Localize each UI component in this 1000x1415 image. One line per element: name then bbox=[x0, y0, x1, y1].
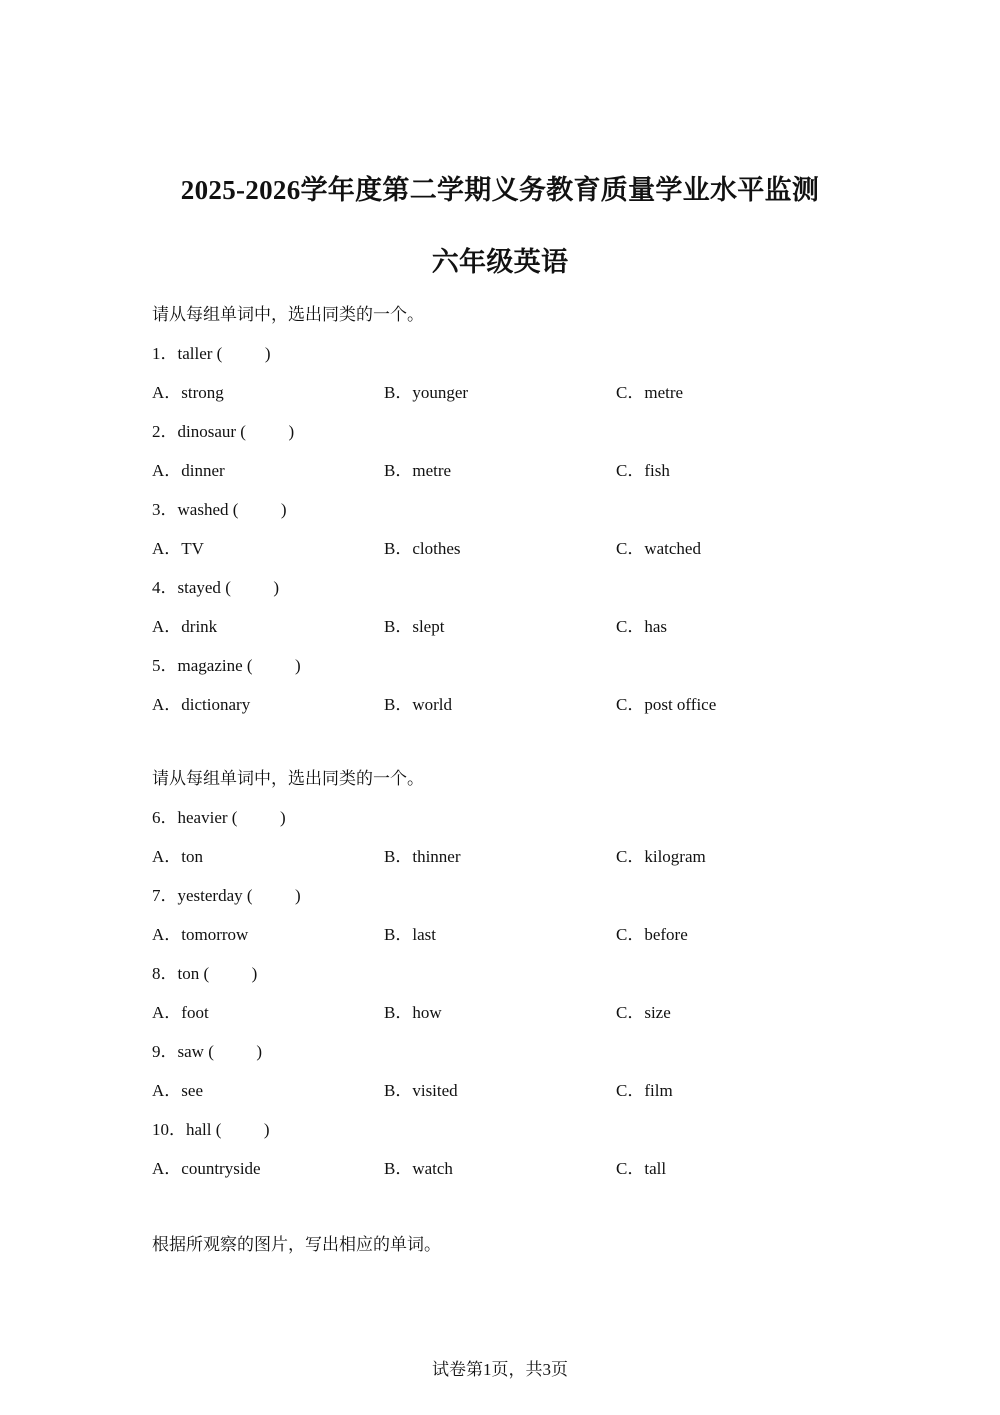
section-instruction: 根据所观察的图片，写出相应的单词。 bbox=[152, 1235, 441, 1254]
option-b[interactable] bbox=[384, 529, 461, 568]
question-number: 10 bbox=[152, 1120, 169, 1139]
option-text: thinner bbox=[412, 847, 461, 866]
option-letter: B． bbox=[384, 1003, 413, 1022]
option-letter: C． bbox=[616, 539, 645, 558]
option-letter: A． bbox=[152, 1081, 182, 1100]
option-b[interactable] bbox=[384, 685, 452, 724]
option-letter: C． bbox=[616, 695, 645, 714]
option-text: tomorrow bbox=[181, 925, 249, 944]
option-text: watched bbox=[644, 539, 701, 558]
option-text: has bbox=[644, 617, 668, 636]
question-row bbox=[152, 334, 852, 373]
question-number: 7 bbox=[152, 886, 161, 905]
option-text: dinner bbox=[181, 461, 225, 480]
option-text: strong bbox=[181, 383, 224, 402]
option-text: see bbox=[181, 1081, 203, 1100]
question-number-dot: ． bbox=[160, 578, 178, 597]
question-number: 2 bbox=[152, 422, 161, 441]
option-letter: A． bbox=[152, 925, 182, 944]
question-number: 3 bbox=[152, 500, 161, 519]
question-number: 5 bbox=[152, 656, 161, 675]
option-c[interactable] bbox=[616, 993, 671, 1032]
option-letter: B． bbox=[384, 539, 413, 558]
question-word: taller bbox=[177, 344, 213, 363]
option-letter: C． bbox=[616, 1003, 645, 1022]
option-letter: B． bbox=[384, 461, 413, 480]
option-c[interactable] bbox=[616, 915, 688, 954]
option-c[interactable] bbox=[616, 373, 683, 412]
option-letter: A． bbox=[152, 539, 182, 558]
option-b[interactable] bbox=[384, 373, 468, 412]
option-text: slept bbox=[412, 617, 445, 636]
option-c[interactable] bbox=[616, 1071, 673, 1110]
option-letter: B． bbox=[384, 1081, 413, 1100]
option-a[interactable] bbox=[152, 607, 217, 646]
question-word: heavier bbox=[177, 808, 228, 827]
answer-blank[interactable]: ( ) bbox=[211, 1120, 270, 1139]
option-letter: A． bbox=[152, 695, 182, 714]
options-row bbox=[152, 607, 852, 646]
page-footer: 试卷第1页，共3页 bbox=[432, 1360, 568, 1379]
option-c[interactable] bbox=[616, 451, 670, 490]
option-text: dictionary bbox=[181, 695, 251, 714]
option-b[interactable] bbox=[384, 607, 444, 646]
option-c[interactable] bbox=[616, 529, 701, 568]
question-number: 8 bbox=[152, 964, 161, 983]
question-row bbox=[152, 1032, 852, 1071]
options-row bbox=[152, 837, 852, 876]
option-letter: B． bbox=[384, 383, 413, 402]
question-row bbox=[152, 568, 852, 607]
option-text: kilogram bbox=[644, 847, 706, 866]
question-word: magazine bbox=[177, 656, 243, 675]
option-letter: A． bbox=[152, 461, 182, 480]
question-number-dot: ． bbox=[160, 656, 178, 675]
option-text: watch bbox=[412, 1159, 453, 1178]
answer-blank[interactable]: ( ) bbox=[199, 964, 258, 983]
question-word: dinosaur bbox=[177, 422, 237, 441]
section-instruction: 请从每组单词中，选出同类的一个。 bbox=[152, 305, 424, 324]
option-text: ton bbox=[181, 847, 204, 866]
answer-blank[interactable]: ( ) bbox=[242, 656, 301, 675]
question-row bbox=[152, 412, 852, 451]
option-a[interactable] bbox=[152, 529, 204, 568]
question-row bbox=[152, 646, 852, 685]
option-text: post office bbox=[644, 695, 717, 714]
option-b[interactable] bbox=[384, 1149, 453, 1188]
question-number-dot: ． bbox=[169, 1120, 186, 1139]
question-row bbox=[152, 490, 852, 529]
options-row bbox=[152, 451, 852, 490]
option-text: foot bbox=[181, 1003, 209, 1022]
option-letter: A． bbox=[152, 1003, 182, 1022]
question-word: washed bbox=[177, 500, 229, 519]
answer-blank[interactable]: ( ) bbox=[227, 808, 286, 827]
exam-title: 2025-2026学年度第二学期义务教育质量学业水平监测 bbox=[180, 175, 820, 205]
option-c[interactable] bbox=[616, 685, 716, 724]
question-number: 1 bbox=[152, 344, 161, 363]
option-text: fish bbox=[644, 461, 670, 480]
option-text: tall bbox=[644, 1159, 667, 1178]
answer-blank[interactable]: ( ) bbox=[236, 422, 295, 441]
option-a[interactable] bbox=[152, 993, 209, 1032]
option-b[interactable] bbox=[384, 451, 451, 490]
option-letter: C． bbox=[616, 925, 645, 944]
section-1 bbox=[152, 295, 852, 724]
options-row bbox=[152, 685, 852, 724]
question-number: 6 bbox=[152, 808, 161, 827]
question-number: 4 bbox=[152, 578, 161, 597]
question-number-dot: ． bbox=[160, 808, 178, 827]
option-text: before bbox=[644, 925, 688, 944]
option-text: drink bbox=[181, 617, 218, 636]
option-letter: A． bbox=[152, 383, 182, 402]
option-b[interactable] bbox=[384, 993, 442, 1032]
question-word: hall bbox=[186, 1120, 212, 1139]
option-b[interactable] bbox=[384, 915, 436, 954]
option-letter: A． bbox=[152, 847, 182, 866]
question-number-dot: ． bbox=[160, 500, 178, 519]
option-a[interactable] bbox=[152, 685, 250, 724]
option-letter: A． bbox=[152, 617, 182, 636]
option-text: last bbox=[412, 925, 436, 944]
option-letter: C． bbox=[616, 461, 645, 480]
question-number-dot: ． bbox=[160, 422, 178, 441]
answer-blank[interactable]: ( ) bbox=[220, 578, 280, 597]
question-word: saw bbox=[177, 1042, 204, 1061]
option-text: countryside bbox=[181, 1159, 261, 1178]
question-row bbox=[152, 954, 852, 993]
option-text: size bbox=[644, 1003, 671, 1022]
option-text: younger bbox=[412, 383, 469, 402]
option-c[interactable] bbox=[616, 1149, 666, 1188]
option-letter: C． bbox=[616, 1081, 645, 1100]
option-letter: B． bbox=[384, 617, 413, 636]
question-row bbox=[152, 876, 852, 915]
question-number-dot: ． bbox=[160, 1042, 178, 1061]
section-3 bbox=[152, 1225, 852, 1264]
answer-blank[interactable]: ( ) bbox=[242, 886, 301, 905]
option-a[interactable] bbox=[152, 837, 203, 876]
option-letter: B． bbox=[384, 847, 413, 866]
option-text: visited bbox=[412, 1081, 458, 1100]
exam-subtitle: 六年级英语 bbox=[431, 247, 569, 277]
option-a[interactable] bbox=[152, 451, 225, 490]
answer-blank[interactable]: ( ) bbox=[203, 1042, 263, 1061]
option-c[interactable] bbox=[616, 607, 667, 646]
option-text: metre bbox=[644, 383, 684, 402]
options-row bbox=[152, 529, 852, 568]
options-row bbox=[152, 1071, 852, 1110]
question-number-dot: ． bbox=[160, 886, 178, 905]
option-letter: B． bbox=[384, 1159, 413, 1178]
section-instruction: 请从每组单词中，选出同类的一个。 bbox=[152, 769, 424, 788]
options-row bbox=[152, 373, 852, 412]
question-word: ton bbox=[177, 964, 200, 983]
option-a[interactable] bbox=[152, 373, 224, 412]
question-number: 9 bbox=[152, 1042, 161, 1061]
option-b[interactable] bbox=[384, 837, 461, 876]
options-row bbox=[152, 915, 852, 954]
options-row bbox=[152, 1149, 852, 1188]
question-number-dot: ． bbox=[160, 344, 178, 363]
option-a[interactable] bbox=[152, 1149, 261, 1188]
question-row bbox=[152, 798, 852, 837]
answer-blank[interactable]: ( ) bbox=[212, 344, 271, 363]
option-c[interactable] bbox=[616, 837, 706, 876]
option-letter: C． bbox=[616, 383, 645, 402]
option-letter: C． bbox=[616, 847, 645, 866]
question-row bbox=[152, 1110, 852, 1149]
option-text: metre bbox=[412, 461, 452, 480]
option-text: film bbox=[644, 1081, 673, 1100]
option-a[interactable] bbox=[152, 1071, 203, 1110]
option-letter: B． bbox=[384, 925, 413, 944]
answer-blank[interactable]: ( ) bbox=[228, 500, 287, 519]
option-text: world bbox=[412, 695, 453, 714]
option-text: how bbox=[412, 1003, 442, 1022]
option-letter: C． bbox=[616, 617, 645, 636]
option-text: TV bbox=[181, 539, 204, 558]
question-word: stayed bbox=[177, 578, 221, 597]
option-a[interactable] bbox=[152, 915, 248, 954]
option-letter: B． bbox=[384, 695, 413, 714]
section-2 bbox=[152, 759, 852, 1188]
question-word: yesterday bbox=[177, 886, 243, 905]
question-number-dot: ． bbox=[160, 964, 178, 983]
option-letter: A． bbox=[152, 1159, 182, 1178]
options-row bbox=[152, 993, 852, 1032]
option-text: clothes bbox=[412, 539, 461, 558]
option-b[interactable] bbox=[384, 1071, 458, 1110]
option-letter: C． bbox=[616, 1159, 645, 1178]
